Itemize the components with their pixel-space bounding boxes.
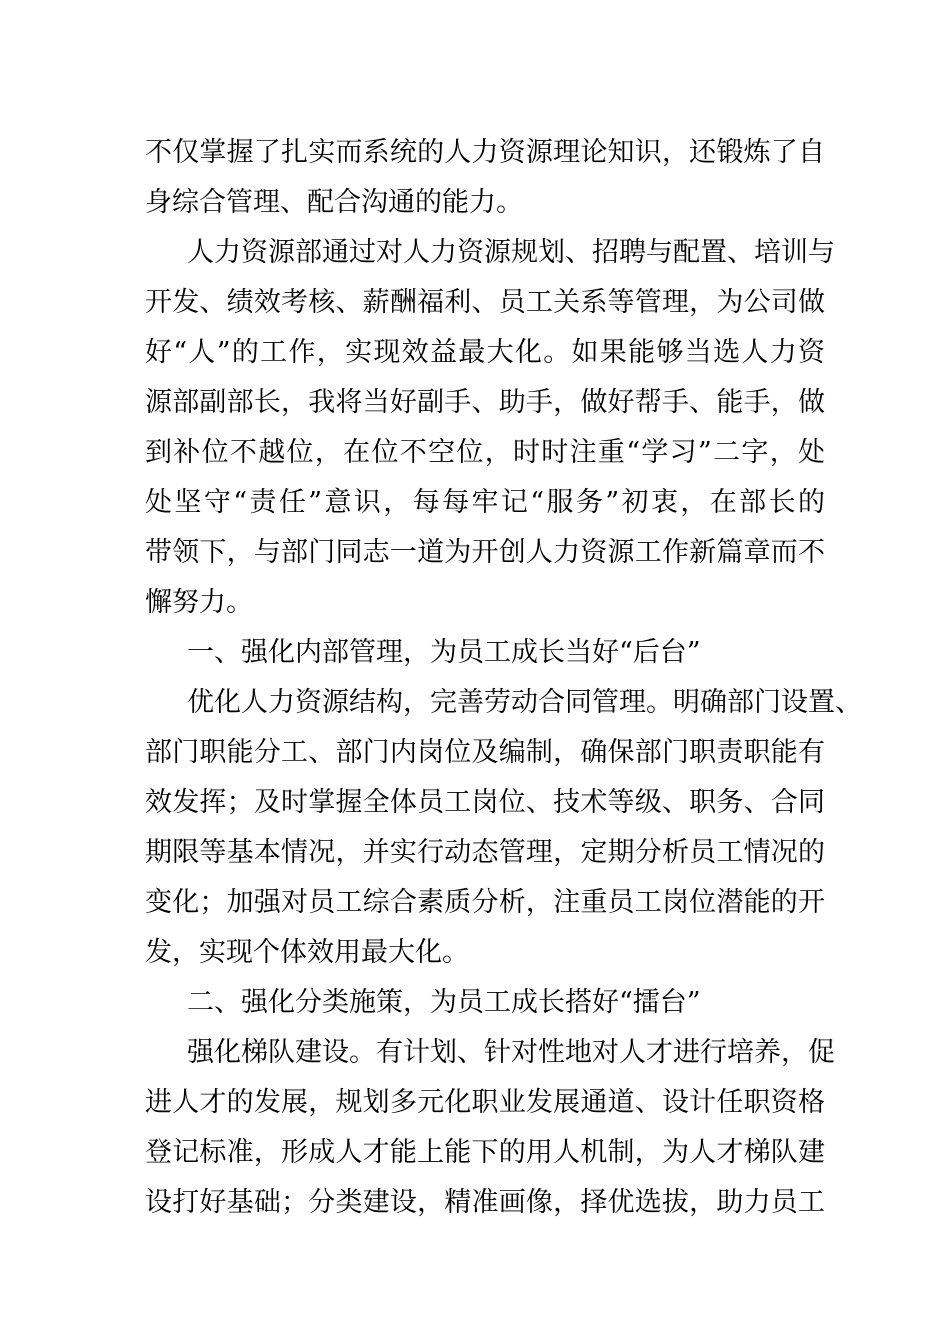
text-line: 开发、绩效考核、薪酬福利、员工关系等管理，为公司做	[145, 287, 825, 318]
text-line: 处坚守“责任”意识，每每牢记“服务”初衷，在部长的	[145, 487, 825, 518]
text-line: 一、强化内部管理，为员工成长当好“后台”	[187, 637, 701, 668]
text-line: 部门职能分工、部门内岗位及编制，确保部门职责职能有	[145, 737, 825, 768]
text-line: 源部副部长，我将当好副手、助手，做好帮手、能手，做	[145, 387, 825, 418]
text-line: 人力资源部通过对人力资源规划、招聘与配置、培训与	[187, 237, 835, 268]
text-line: 期限等基本情况，并实行动态管理，定期分析员工情况的	[145, 837, 825, 868]
text-line: 进人才的发展，规划多元化职业发展通道、设计任职资格	[145, 1087, 825, 1118]
text-line: 到补位不越位，在位不空位，时时注重“学习”二字，处	[145, 437, 825, 468]
text-line: 不仅掌握了扎实而系统的人力资源理论知识，还锻炼了自	[145, 137, 825, 168]
text-line: 带领下，与部门同志一道为开创人力资源工作新篇章而不	[145, 537, 825, 568]
text-line: 好“人”的工作，实现效益最大化。如果能够当选人力资	[145, 337, 825, 368]
text-line: 设打好基础；分类建设，精准画像，择优选拔，助力员工	[145, 1187, 825, 1218]
text-line: 懈努力。	[145, 587, 253, 618]
text-line: 身综合管理、配合沟通的能力。	[145, 187, 523, 218]
text-line: 变化；加强对员工综合素质分析，注重员工岗位潜能的开	[145, 887, 825, 918]
text-line: 二、强化分类施策，为员工成长搭好“擂台”	[187, 987, 701, 1018]
text-line: 效发挥；及时掌握全体员工岗位、技术等级、职务、合同	[145, 787, 825, 818]
text-line: 发，实现个体效用最大化。	[145, 937, 469, 968]
text-line: 登记标准，形成人才能上能下的用人机制，为人才梯队建	[145, 1137, 825, 1168]
text-line: 强化梯队建设。有计划、针对性地对人才进行培养，促	[187, 1037, 835, 1068]
document-body	[145, 128, 862, 1228]
text-line: 优化人力资源结构，完善劳动合同管理。明确部门设置、	[187, 687, 862, 718]
